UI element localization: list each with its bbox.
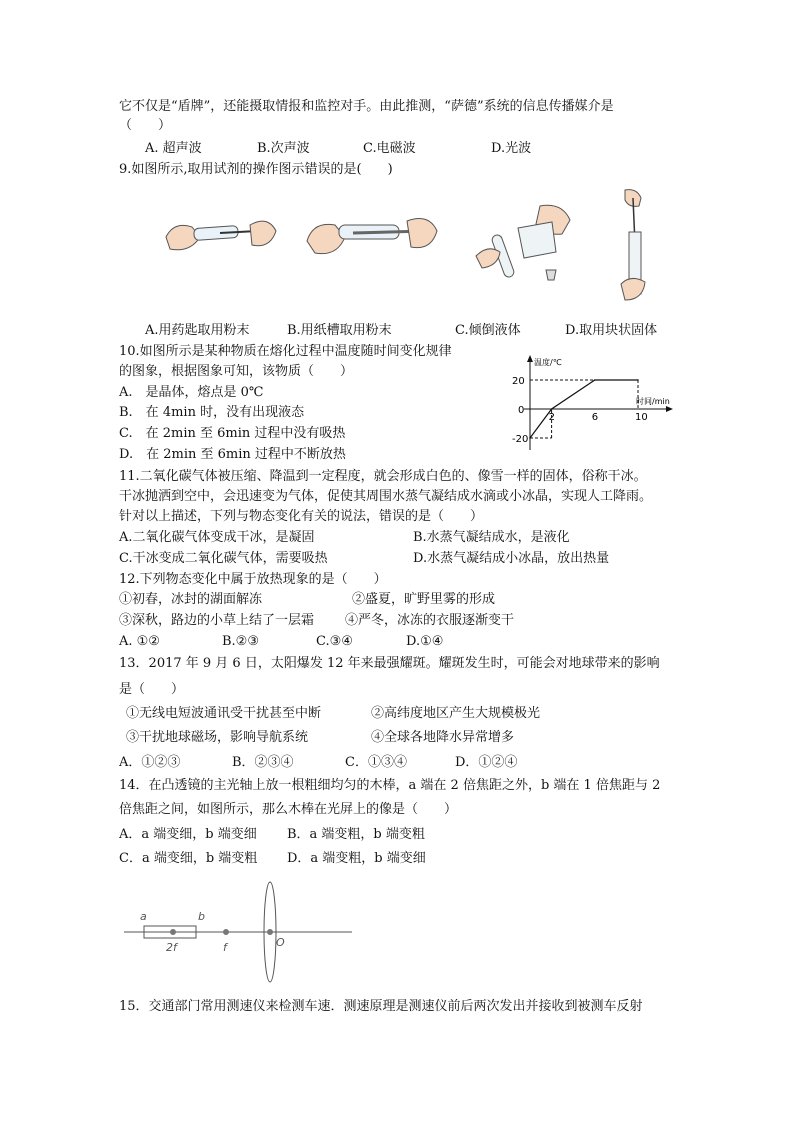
q15-stem-line1: 15．交通部门常用测速仪来检测车速．测速原理是测速仪前后两次发出并接收到被测车反射 <box>119 999 643 1014</box>
q13-item-2: ②高纬度地区产生大规模极光 <box>371 706 541 721</box>
q14-stem-line1: 14．在凸透镜的主光轴上放一根粗细均匀的木棒，a 端在 2 倍焦距之外，b 端在 1 倍焦距与 2 <box>119 778 661 793</box>
y-tick-label: 20 <box>512 376 525 387</box>
q12-option-a: A. ①② <box>119 634 160 649</box>
q9-option-a: A.用药匙取用粉末 <box>145 323 250 338</box>
q9-option-d: D.取用块状固体 <box>565 323 658 338</box>
q8-option-a: A. 超声波 <box>145 141 202 156</box>
q9-stem: 9.如图所示,取用试剂的操作图示错误的是( ) <box>119 162 393 177</box>
q12-item-4: ④严冬，冰冻的衣服逐渐变干 <box>345 613 515 628</box>
q10-option-d: D. 在 2min 至 6min 过程中不断放热 <box>119 447 346 462</box>
q13-item-1: ①无线电短波通讯受干扰甚至中断 <box>126 706 322 721</box>
paper-trough-illustration <box>303 207 443 267</box>
data-point <box>594 379 596 381</box>
x-tick-label: 10 <box>635 412 648 423</box>
q11-option-a: A.二氧化碳气体变成干冰，是凝固 <box>119 530 315 545</box>
q12-option-b: B.②③ <box>222 634 259 649</box>
x-tick-label: 6 <box>591 412 599 423</box>
convex-lens-diagram <box>122 878 357 984</box>
q8-stem: 它不仅是“盾牌”，还能摄取情报和监控对手。由此推测，“萨德”系统的信息传播媒介是 <box>119 99 614 114</box>
q12-option-d: D.①④ <box>406 634 444 649</box>
origin-label: 0 <box>518 405 525 416</box>
point-o <box>267 929 273 935</box>
point-f <box>223 929 229 935</box>
y-axis-label: 温度/℃ <box>534 358 562 367</box>
q14-option-c: C．a 端变细，b 端变粗 <box>119 851 258 866</box>
q10-stem-line1: 10.如图所示是某种物质在熔化过程中温度随时间变化规律 <box>119 344 452 359</box>
q13-option-d: D．①②④ <box>455 755 518 770</box>
q14-option-a: A．a 端变细，b 端变细 <box>119 827 257 842</box>
q11-stem-line1: 11.二氧化碳气体被压缩、降温到一定程度，就会形成白色的、像雪一样的固体，俗称干冰。 <box>119 469 647 484</box>
q10-stem-line2: 的图象，根据图象可知，该物质（ ） <box>119 364 354 379</box>
label-a: a <box>140 910 147 923</box>
label-f: f <box>223 941 227 954</box>
q13-item-4: ④全球各地降水异常增多 <box>371 730 515 745</box>
q12-item-3: ③深秋，路边的小草上结了一层霜 <box>119 613 315 628</box>
x-axis-label: 时间/min <box>636 397 670 406</box>
label-b: b <box>198 910 205 923</box>
q9-option-b: B.用纸槽取用粉末 <box>287 323 392 338</box>
q12-stem: 12.下列物态变化中属于放热现象的是（ ） <box>119 572 387 587</box>
q13-stem-line2: 是（ ） <box>119 682 185 697</box>
x-tick-label: 2 <box>548 412 555 423</box>
q10-option-a: A. 是晶体，熔点是 0℃ <box>119 385 264 400</box>
q11-option-b: B.水蒸气凝结成水，是液化 <box>413 530 570 545</box>
q13-option-b: B．②③④ <box>232 755 294 770</box>
q13-option-a: A．①②③ <box>119 755 181 770</box>
q14-option-b: B．a 端变粗，b 端变粗 <box>287 827 425 842</box>
pour-liquid-illustration <box>470 200 580 286</box>
point-2f <box>170 929 176 935</box>
q9-option-c: C.倾倒液体 <box>455 323 521 338</box>
q12-item-2: ②盛夏，旷野里雾的形成 <box>352 592 496 607</box>
q13-option-c: C．①③④ <box>345 755 407 770</box>
q10-option-b: B. 在 4min 时，没有出现液态 <box>119 405 305 420</box>
melting-curve-chart <box>500 352 680 452</box>
data-point <box>551 408 553 410</box>
q11-stem-line2: 干冰抛洒到空中，会迅速变为气体，促使其周围水蒸气凝结成水滴或小冰晶，实现人工降雨。 <box>119 489 653 504</box>
label-o: O <box>276 936 285 949</box>
q8-blank: （ ） <box>119 118 172 133</box>
block-solid-illustration <box>615 188 665 304</box>
spatula-powder-illustration <box>160 207 280 267</box>
q11-option-c: C.干冰变成二氧化碳气体，需要吸热 <box>119 551 328 566</box>
q8-option-c: C.电磁波 <box>363 141 416 156</box>
y-tick-label: -20 <box>512 434 529 445</box>
q12-option-c: C.③④ <box>316 634 353 649</box>
q10-option-c: C. 在 2min 至 6min 过程中没有吸热 <box>119 426 346 441</box>
q11-stem-line3: 针对以上描述，下列与物态变化有关的说法，错误的是（ ） <box>119 509 484 524</box>
label-2f: 2f <box>166 941 177 954</box>
q13-stem-line1: 13．2017 年 9 月 6 日，太阳爆发 12 年来最强耀斑。耀斑发生时，可能会对地球带来的影响 <box>119 656 660 671</box>
x-axis-arrow <box>666 406 673 412</box>
y-axis-arrow <box>527 355 533 362</box>
q11-option-d: D.水蒸气凝结成小冰晶，放出热量 <box>413 551 610 566</box>
q8-option-b: B.次声波 <box>257 141 310 156</box>
q8-option-d: D.光波 <box>491 141 532 156</box>
q14-option-d: D．a 端变粗，b 端变细 <box>287 851 426 866</box>
q13-item-3: ③干扰地球磁场，影响导航系统 <box>126 730 309 745</box>
q12-item-1: ①初春，冰封的湖面解冻 <box>119 592 263 607</box>
q14-stem-line2: 倍焦距之间，如图所示，那么木棒在光屏上的像是（ ） <box>119 802 458 817</box>
